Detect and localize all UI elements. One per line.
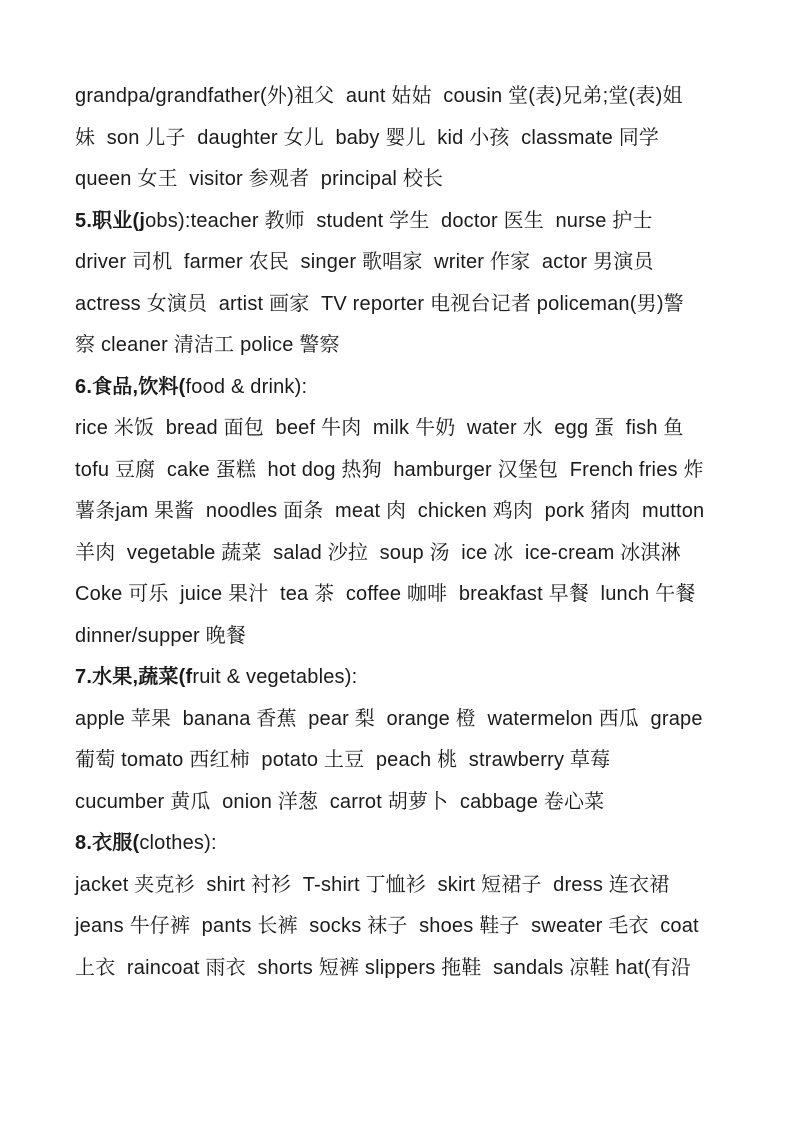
vocabulary-text: queen 女王 visitor 参观者 principal 校长 [75,168,444,190]
vocabulary-text: 羊肉 vegetable 蔬菜 salad 沙拉 soup 汤 ice 冰 ice-cream 冰淇淋 [75,541,681,564]
vocabulary-text: 上衣 raincoat 雨衣 shorts 短裤 slippers 拖鞋 sandals 凉鞋 hat(有沿 [75,956,692,979]
text-line [75,574,735,616]
vocabulary-text: 察 cleaner 清洁工 police 警察 [75,334,340,356]
section-heading-text: 5.职业(j [75,209,146,232]
text-line [75,284,735,326]
vocabulary-text: actress 女演员 artist 画家 TV reporter 电视台记者 policeman(男)警 [75,292,684,315]
vocabulary-text: clothes): [139,832,217,854]
vocabulary-text: apple 苹果 banana 香蕉 pear 梨 orange 橙 watermelon 西瓜 grape [75,707,703,730]
section-heading-text: 7.水果,蔬菜(f [75,666,193,688]
vocabulary-text: Coke 可乐 juice 果汁 tea 茶 coffee 咖啡 breakfast 早餐 lunch 午餐 [75,583,696,605]
section-heading-text: 6.食品,饮料( [75,375,186,398]
text-line [75,491,735,533]
section-heading-text: 8.衣服( [75,832,140,854]
text-line [75,242,735,284]
text-line [75,616,735,658]
text-line [75,408,735,450]
vocabulary-text: obs):teacher 教师 student 学生 doctor 医生 nurse 护士 [145,209,653,232]
text-line [75,865,735,907]
text-line [75,76,735,118]
vocabulary-text: food & drink): [185,375,308,398]
vocabulary-list [75,76,735,989]
vocabulary-text: jeans 牛仔裤 pants 长裤 socks 袜子 shoes 鞋子 sweater 毛衣 coat [75,915,699,937]
vocabulary-text: 薯条jam 果酱 noodles 面条 meat 肉 chicken 鸡肉 pork 猪肉 mutton [75,500,705,522]
vocabulary-text: grandpa/grandfather(外)祖父 aunt 姑姑 cousin 堂(表)兄弟;堂(表)姐 [75,85,683,107]
vocabulary-text: tofu 豆腐 cake 蛋糕 hot dog 热狗 hamburger 汉堡包 French fries 炸 [75,458,704,481]
text-line [75,533,735,575]
text-line [75,450,735,492]
text-line [75,201,735,243]
text-line [75,948,735,990]
vocabulary-text: driver 司机 farmer 农民 singer 歌唱家 writer 作家 actor 男演员 [75,251,654,273]
vocabulary-text: rice 米饭 bread 面包 beef 牛肉 milk 牛奶 water 水 egg 蛋 fish 鱼 [75,417,684,439]
vocabulary-text: ruit & vegetables): [192,666,358,688]
vocabulary-text: 葡萄 tomato 西红柿 potato 土豆 peach 桃 strawberry 草莓 [75,749,611,771]
vocabulary-text: cucumber 黄瓜 onion 洋葱 carrot 胡萝卜 cabbage 卷心菜 [75,790,605,813]
text-line [75,823,735,865]
text-line [75,367,735,409]
text-line [75,906,735,948]
text-line [75,325,735,367]
text-line [75,782,735,824]
text-line [75,657,735,699]
vocabulary-text: jacket 夹克衫 shirt 衬衫 T-shirt 丁恤衫 skirt 短裙子 dress 连衣裙 [75,873,670,896]
vocabulary-text: dinner/supper 晚餐 [75,624,247,647]
text-line [75,740,735,782]
text-line [75,699,735,741]
text-line [75,118,735,160]
text-line [75,159,735,201]
vocabulary-text: 妹 son 儿子 daughter 女儿 baby 婴儿 kid 小孩 classmate 同学 [75,126,660,149]
